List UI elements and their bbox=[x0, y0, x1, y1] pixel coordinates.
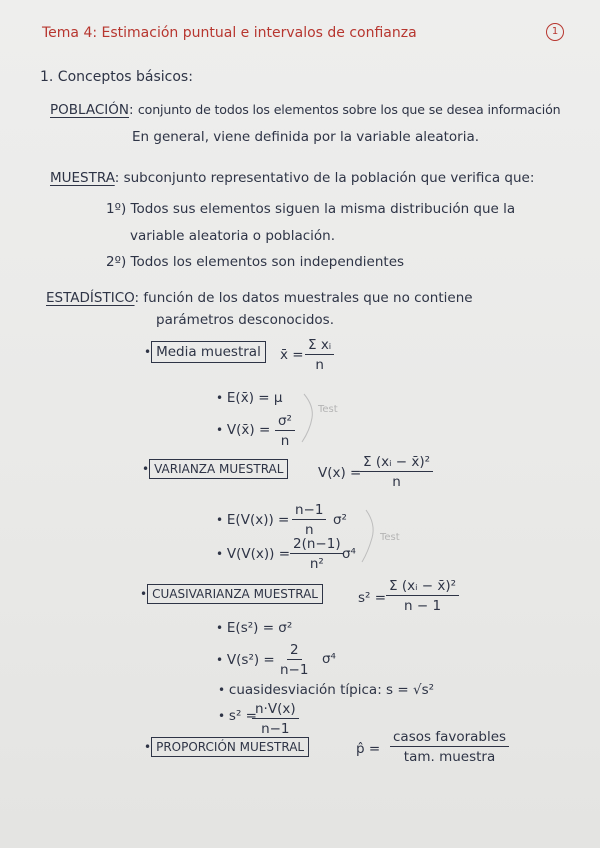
media-label: Media muestral bbox=[151, 341, 266, 363]
cuasi-v-numerator: 2 bbox=[287, 643, 302, 660]
bullet: • bbox=[144, 345, 152, 359]
cuasi-label: CUASIVARIANZA MUESTRAL bbox=[147, 584, 323, 604]
media-v-lhs: V(x̄) = bbox=[226, 422, 271, 438]
varianza-v-tail: σ⁴ bbox=[342, 546, 356, 562]
cuasi-fraction bbox=[386, 579, 459, 613]
cuasi-desv-text: cuasidesviación típica: s = √s² bbox=[228, 682, 435, 698]
muestra-item-1-cont: variable aleatoria o población. bbox=[130, 228, 336, 244]
proporcion-lhs: p̂ = bbox=[356, 741, 381, 757]
varianza-e-tail: σ² bbox=[333, 512, 347, 528]
cuasi-denominator: n − 1 bbox=[404, 598, 442, 615]
proporcion-label: PROPORCIÓN MUESTRAL bbox=[151, 737, 309, 757]
varianza-v-numerator: 2(n−1) bbox=[290, 537, 344, 554]
media-numerator: Σ xᵢ bbox=[305, 338, 334, 355]
estadistico-term: ESTADÍSTICO bbox=[46, 290, 135, 306]
pencil-note: Test bbox=[318, 404, 338, 415]
muestra-definition: subconjunto representativo de la población que verifica que: bbox=[123, 170, 535, 186]
poblacion-definition: conjunto de todos los elementos sobre los que se desea información bbox=[137, 102, 561, 117]
cuasi-variance-fraction bbox=[280, 643, 308, 677]
cuasi-relation-fraction bbox=[252, 702, 299, 736]
cuasi-desviacion bbox=[218, 684, 434, 698]
varianza-e-denominator: n bbox=[304, 522, 314, 539]
bullet: • bbox=[140, 587, 148, 601]
estadistico-note: parámetros desconocidos. bbox=[156, 312, 334, 328]
cuasi-expectation bbox=[216, 622, 292, 636]
proporcion-numerator: casos favorables bbox=[390, 730, 509, 747]
bullet: • bbox=[216, 653, 227, 667]
varianza-v-lhs: V(V(x)) = bbox=[226, 546, 291, 562]
section-heading: 1. Conceptos básicos: bbox=[40, 69, 193, 85]
cuasi-lhs: s² = bbox=[358, 590, 387, 606]
varianza-variance-lhs bbox=[216, 548, 290, 562]
varianza-e-numerator: n−1 bbox=[292, 503, 326, 520]
bullet: • bbox=[218, 709, 229, 723]
media-fraction bbox=[305, 338, 334, 372]
poblacion-sep: : bbox=[129, 102, 134, 118]
proporcion-denominator: tam. muestra bbox=[403, 749, 496, 766]
varianza-expectation-lhs bbox=[216, 514, 289, 528]
cuasi-rel-numerator: n·V(x) bbox=[252, 702, 299, 719]
cuasi-v-lhs: V(s²) = bbox=[226, 652, 275, 668]
varianza-e-lhs: E(V(x)) = bbox=[226, 512, 290, 528]
poblacion-row bbox=[50, 104, 560, 118]
bullet: • bbox=[144, 740, 152, 754]
poblacion-note: En general, viene definida por la variable aleatoria. bbox=[132, 129, 480, 145]
media-expectation bbox=[216, 392, 282, 406]
bullet: • bbox=[216, 423, 227, 437]
bullet: • bbox=[218, 683, 229, 697]
pencil-note: Test bbox=[380, 532, 400, 543]
muestra-item-2-num: 2º) bbox=[106, 254, 127, 270]
cuasi-e-formula: E(s²) = σ² bbox=[226, 620, 293, 636]
cuasi-rel-lhs: s² = bbox=[228, 708, 257, 724]
media-variance-lhs bbox=[216, 424, 270, 438]
poblacion-term: POBLACIÓN bbox=[50, 102, 129, 118]
muestra-item-2 bbox=[106, 256, 404, 270]
cuasi-numerator: Σ (xᵢ − x̄)² bbox=[386, 579, 459, 596]
media-label-row bbox=[144, 346, 266, 360]
muestra-item-1-num: 1º) bbox=[106, 201, 127, 217]
varianza-lhs: V(x) = bbox=[318, 465, 362, 481]
bullet: • bbox=[142, 462, 150, 476]
media-v-denominator: n bbox=[280, 433, 290, 450]
media-denominator: n bbox=[315, 357, 324, 374]
cuasi-variance-lhs bbox=[216, 654, 275, 668]
cuasi-rel-denominator: n−1 bbox=[261, 721, 290, 738]
bullet: • bbox=[216, 621, 227, 635]
varianza-variance-fraction bbox=[290, 537, 344, 571]
varianza-denominator: n bbox=[392, 474, 401, 491]
varianza-numerator: Σ (xᵢ − x̄)² bbox=[360, 455, 433, 472]
page-title: Tema 4: Estimación puntual e intervalos de confianza bbox=[42, 25, 417, 41]
muestra-sep: : bbox=[114, 170, 120, 186]
media-v-numerator: σ² bbox=[275, 414, 295, 431]
muestra-row bbox=[50, 172, 534, 186]
proporcion-fraction bbox=[390, 730, 509, 764]
muestra-item-1-text: Todos sus elementos siguen la misma distribución que la bbox=[130, 201, 516, 217]
page-number-circle bbox=[546, 23, 564, 41]
varianza-v-denominator: n² bbox=[309, 556, 324, 573]
bullet: • bbox=[216, 513, 227, 527]
varianza-expectation-fraction bbox=[292, 503, 326, 537]
muestra-item-2-text: Todos los elementos son independientes bbox=[130, 254, 405, 270]
estadistico-row bbox=[46, 292, 473, 306]
cuasi-v-denominator: n−1 bbox=[280, 662, 309, 679]
varianza-label: VARIANZA MUESTRAL bbox=[149, 459, 288, 479]
bullet: • bbox=[216, 391, 227, 405]
estadistico-definition: función de los datos muestrales que no contiene bbox=[143, 290, 473, 306]
proporcion-label-row bbox=[144, 741, 309, 755]
varianza-fraction bbox=[360, 455, 433, 489]
muestra-term: MUESTRA bbox=[50, 170, 115, 186]
varianza-label-row bbox=[142, 463, 288, 477]
media-e-formula: E(x̄) = μ bbox=[226, 390, 283, 406]
page-number: 1 bbox=[551, 26, 559, 37]
media-variance-fraction bbox=[275, 414, 295, 448]
cuasi-v-tail: σ⁴ bbox=[322, 651, 336, 667]
estadistico-sep: : bbox=[134, 290, 140, 306]
media-lhs: x̄ = bbox=[280, 347, 304, 363]
cuasi-label-row bbox=[140, 588, 323, 602]
pencil-bracket bbox=[300, 392, 340, 444]
muestra-item-1 bbox=[106, 203, 515, 217]
bullet: • bbox=[216, 547, 227, 561]
